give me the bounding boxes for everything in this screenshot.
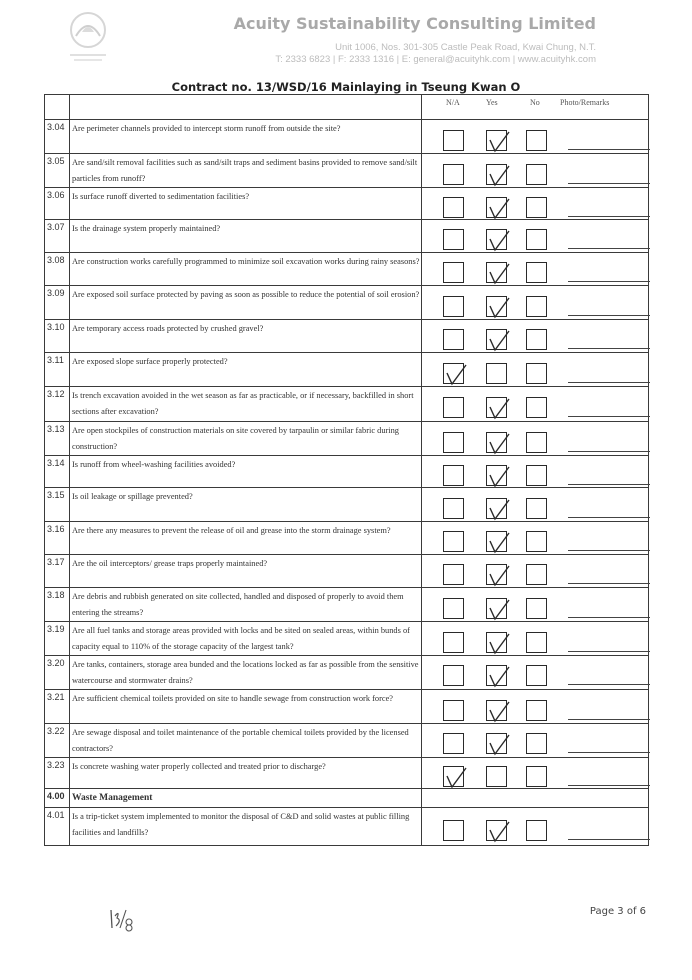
checkbox-no[interactable] (526, 164, 547, 185)
checkbox-no[interactable] (526, 262, 547, 283)
item-question: Are exposed soil surface protected by paving as soon as possible to reduce the potential of soil erosion? (70, 286, 422, 320)
checkbox-yes[interactable] (486, 262, 507, 283)
item-question: Is trench excavation avoided in the wet season as far as practicable, or if necessary, backfilled in short sections after excavation? (70, 387, 422, 422)
checkbox-na[interactable] (443, 432, 464, 453)
checkbox-na[interactable] (443, 820, 464, 841)
checkbox-yes[interactable] (486, 465, 507, 486)
item-number: 3.09 (45, 286, 70, 320)
checkbox-na[interactable] (443, 164, 464, 185)
checkbox-no[interactable] (526, 564, 547, 585)
checkbox-no[interactable] (526, 329, 547, 350)
remarks-line[interactable] (568, 785, 650, 786)
checkbox-yes[interactable] (486, 197, 507, 218)
checklist-row (45, 656, 649, 690)
checkmark-icon (487, 532, 511, 556)
checkbox-na[interactable] (443, 363, 464, 384)
item-question: Are sand/silt removal facilities such as sand/silt traps and sediment basins provided to remove sand/silt particles from runoff? (70, 154, 422, 188)
checklist-row (45, 353, 649, 387)
item-question: Are open stockpiles of construction materials on site covered by tarpaulin or similar fabric during construction? (70, 422, 422, 456)
item-number: 3.20 (45, 656, 70, 690)
checkbox-na[interactable] (443, 329, 464, 350)
checkbox-yes[interactable] (486, 498, 507, 519)
checkbox-yes[interactable] (486, 564, 507, 585)
remarks-line[interactable] (568, 149, 650, 150)
item-question: Are tanks, containers, storage area bunded and the locations locked as far as possible from the sensitive watercourse and stormwater drains? (70, 656, 422, 690)
checkbox-no[interactable] (526, 498, 547, 519)
remarks-line[interactable] (568, 719, 650, 720)
remarks-line[interactable] (568, 416, 650, 417)
checkbox-yes[interactable] (486, 766, 507, 787)
checkbox-no[interactable] (526, 820, 547, 841)
checklist-row (45, 387, 649, 422)
checkbox-no[interactable] (526, 229, 547, 250)
item-number: 3.13 (45, 422, 70, 456)
remarks-line[interactable] (568, 651, 650, 652)
remarks-line[interactable] (568, 348, 650, 349)
checkmark-icon (487, 734, 511, 758)
item-number: 4.01 (45, 808, 70, 846)
handwritten-initials (108, 906, 134, 932)
column-header-yes: Yes (486, 98, 498, 107)
checkbox-yes[interactable] (486, 130, 507, 151)
checkbox-na[interactable] (443, 665, 464, 686)
item-question: Are temporary access roads protected by crushed gravel? (70, 320, 422, 353)
item-question: Are all fuel tanks and storage areas provided with locks and be sited on sealed areas, within bunds of capacity equal to 110% of the storage capacity of the largest tank? (70, 622, 422, 656)
item-question: Is the drainage system properly maintained? (70, 220, 422, 253)
item-number: 3.16 (45, 522, 70, 555)
remarks-line[interactable] (568, 550, 650, 551)
checklist-row (45, 253, 649, 286)
checklist-row (45, 588, 649, 622)
checkmark-icon (487, 330, 511, 354)
checkbox-no[interactable] (526, 130, 547, 151)
checklist-row (45, 758, 649, 789)
item-number: 3.19 (45, 622, 70, 656)
item-number: 3.06 (45, 188, 70, 220)
checkmark-icon (487, 165, 511, 189)
checkbox-yes[interactable] (486, 598, 507, 619)
checklist-row (45, 555, 649, 588)
table-header-row (45, 95, 649, 120)
item-number: 3.15 (45, 488, 70, 522)
item-question: Are debris and rubbish generated on site collected, handled and disposed of properly to avoid them entering the streams? (70, 588, 422, 622)
checklist-row (45, 286, 649, 320)
checkbox-yes[interactable] (486, 329, 507, 350)
checkbox-yes[interactable] (486, 363, 507, 384)
checkmark-icon (487, 599, 511, 623)
item-question: Are perimeter channels provided to intercept storm runoff from outside the site? (70, 120, 422, 154)
checklist-row (45, 724, 649, 758)
checkmark-icon (487, 466, 511, 490)
checkbox-na[interactable] (443, 733, 464, 754)
remarks-line[interactable] (568, 382, 650, 383)
item-question: Is runoff from wheel-washing facilities avoided? (70, 456, 422, 488)
checkbox-na[interactable] (443, 598, 464, 619)
checkbox-no[interactable] (526, 598, 547, 619)
page-number: Page 3 of 6 (589, 906, 646, 917)
checklist-row (45, 622, 649, 656)
remarks-line[interactable] (568, 684, 650, 685)
checklist-row (45, 154, 649, 188)
checkbox-no[interactable] (526, 733, 547, 754)
checkmark-icon (487, 499, 511, 523)
item-number: 3.18 (45, 588, 70, 622)
item-number: 3.23 (45, 758, 70, 789)
remarks-line[interactable] (568, 752, 650, 753)
checklist-row (45, 808, 649, 846)
checkbox-na[interactable] (443, 296, 464, 317)
checkmark-icon (444, 364, 468, 388)
checklist-row (45, 188, 649, 220)
checkbox-na[interactable] (443, 397, 464, 418)
section-title: Waste Management (70, 789, 422, 808)
checkbox-na[interactable] (443, 632, 464, 653)
checkbox-yes[interactable] (486, 229, 507, 250)
checkbox-na[interactable] (443, 766, 464, 787)
remarks-line[interactable] (568, 315, 650, 316)
item-number: 3.07 (45, 220, 70, 253)
contract-title: Contract no. 13/WSD/16 Mainlaying in Tseung Kwan O (171, 80, 521, 94)
checkbox-yes[interactable] (486, 296, 507, 317)
checkbox-na[interactable] (443, 130, 464, 151)
checkbox-na[interactable] (443, 465, 464, 486)
checkbox-yes[interactable] (486, 531, 507, 552)
checkbox-no[interactable] (526, 363, 547, 384)
checkbox-no[interactable] (526, 197, 547, 218)
column-header-na: N/A (446, 98, 460, 107)
checkbox-no[interactable] (526, 766, 547, 787)
remarks-line[interactable] (568, 216, 650, 217)
checklist-row (45, 456, 649, 488)
company-logo (62, 8, 114, 66)
checkbox-na[interactable] (443, 498, 464, 519)
checkbox-yes[interactable] (486, 665, 507, 686)
checklist-row (45, 220, 649, 253)
checkmark-icon (487, 398, 511, 422)
item-number: 3.10 (45, 320, 70, 353)
remarks-line[interactable] (568, 839, 650, 840)
checkbox-no[interactable] (526, 531, 547, 552)
checklist-row (45, 690, 649, 724)
checkbox-no[interactable] (526, 397, 547, 418)
checkbox-no[interactable] (526, 700, 547, 721)
item-question: Are construction works carefully programmed to minimize soil excavation works during rainy seasons? (70, 253, 422, 286)
remarks-line[interactable] (568, 583, 650, 584)
checkbox-yes[interactable] (486, 432, 507, 453)
remarks-line[interactable] (568, 617, 650, 618)
checkmark-icon (487, 821, 511, 845)
checkbox-na[interactable] (443, 700, 464, 721)
checkmark-icon (487, 263, 511, 287)
checkbox-no[interactable] (526, 465, 547, 486)
item-number: 3.22 (45, 724, 70, 758)
company-address: Unit 1006, Nos. 301-305 Castle Peak Road, Kwai Chung, N.T. (335, 42, 596, 53)
checkmark-icon (487, 297, 511, 321)
checkmark-icon (487, 565, 511, 589)
checkbox-no[interactable] (526, 665, 547, 686)
checklist-table (44, 94, 649, 846)
item-question: Is oil leakage or spillage prevented? (70, 488, 422, 522)
checkbox-yes[interactable] (486, 164, 507, 185)
checklist-row (45, 422, 649, 456)
company-name: Acuity Sustainability Consulting Limited (233, 14, 596, 33)
checkbox-yes[interactable] (486, 820, 507, 841)
column-header-no: No (530, 98, 540, 107)
section-header-row (45, 789, 649, 808)
checkbox-yes[interactable] (486, 397, 507, 418)
item-number: 3.17 (45, 555, 70, 588)
item-question: Are sufficient chemical toilets provided on site to handle sewage from construction work force? (70, 690, 422, 724)
checkbox-no[interactable] (526, 432, 547, 453)
item-number: 3.04 (45, 120, 70, 154)
checkbox-no[interactable] (526, 296, 547, 317)
remarks-line[interactable] (568, 451, 650, 452)
item-question: Are there any measures to prevent the release of oil and grease into the storm drainage system? (70, 522, 422, 555)
checkmark-icon (487, 230, 511, 254)
column-header-photo-remarks: Photo/Remarks (560, 98, 610, 107)
item-question: Is concrete washing water properly collected and treated prior to discharge? (70, 758, 422, 789)
checkbox-yes[interactable] (486, 733, 507, 754)
checkmark-icon (487, 198, 511, 222)
checkmark-icon (487, 666, 511, 690)
remarks-line[interactable] (568, 517, 650, 518)
item-question: Are exposed slope surface properly protected? (70, 353, 422, 387)
remarks-line[interactable] (568, 281, 650, 282)
remarks-line[interactable] (568, 248, 650, 249)
item-number: 3.21 (45, 690, 70, 724)
remarks-line[interactable] (568, 183, 650, 184)
checklist-row (45, 320, 649, 353)
checkmark-icon (487, 701, 511, 725)
item-question: Is a trip-ticket system implemented to monitor the disposal of C&D and solid wastes at public filling facilities and landfills? (70, 808, 422, 846)
checkbox-na[interactable] (443, 564, 464, 585)
item-number: 3.12 (45, 387, 70, 422)
checkbox-yes[interactable] (486, 632, 507, 653)
item-question: Is surface runoff diverted to sedimentation facilities? (70, 188, 422, 220)
checkbox-no[interactable] (526, 632, 547, 653)
checkmark-icon (487, 131, 511, 155)
checkbox-na[interactable] (443, 197, 464, 218)
item-number: 3.08 (45, 253, 70, 286)
company-contact: T: 2333 6823 | F: 2333 1316 | E: general@acuityhk.com | www.acuityhk.com (275, 54, 596, 65)
checkbox-na[interactable] (443, 531, 464, 552)
item-question: Are the oil interceptors/ grease traps properly maintained? (70, 555, 422, 588)
item-number: 3.14 (45, 456, 70, 488)
item-number: 3.05 (45, 154, 70, 188)
item-number: 3.11 (45, 353, 70, 387)
checklist-row (45, 120, 649, 154)
remarks-line[interactable] (568, 484, 650, 485)
checkmark-icon (487, 633, 511, 657)
checklist-row (45, 488, 649, 522)
checkmark-icon (487, 433, 511, 457)
checkbox-yes[interactable] (486, 700, 507, 721)
item-question: Are sewage disposal and toilet maintenance of the portable chemical toilets provided by the licensed contractors? (70, 724, 422, 758)
section-number: 4.00 (45, 789, 70, 808)
checkbox-na[interactable] (443, 229, 464, 250)
checkbox-na[interactable] (443, 262, 464, 283)
checkmark-icon (444, 767, 468, 791)
checklist-row (45, 522, 649, 555)
